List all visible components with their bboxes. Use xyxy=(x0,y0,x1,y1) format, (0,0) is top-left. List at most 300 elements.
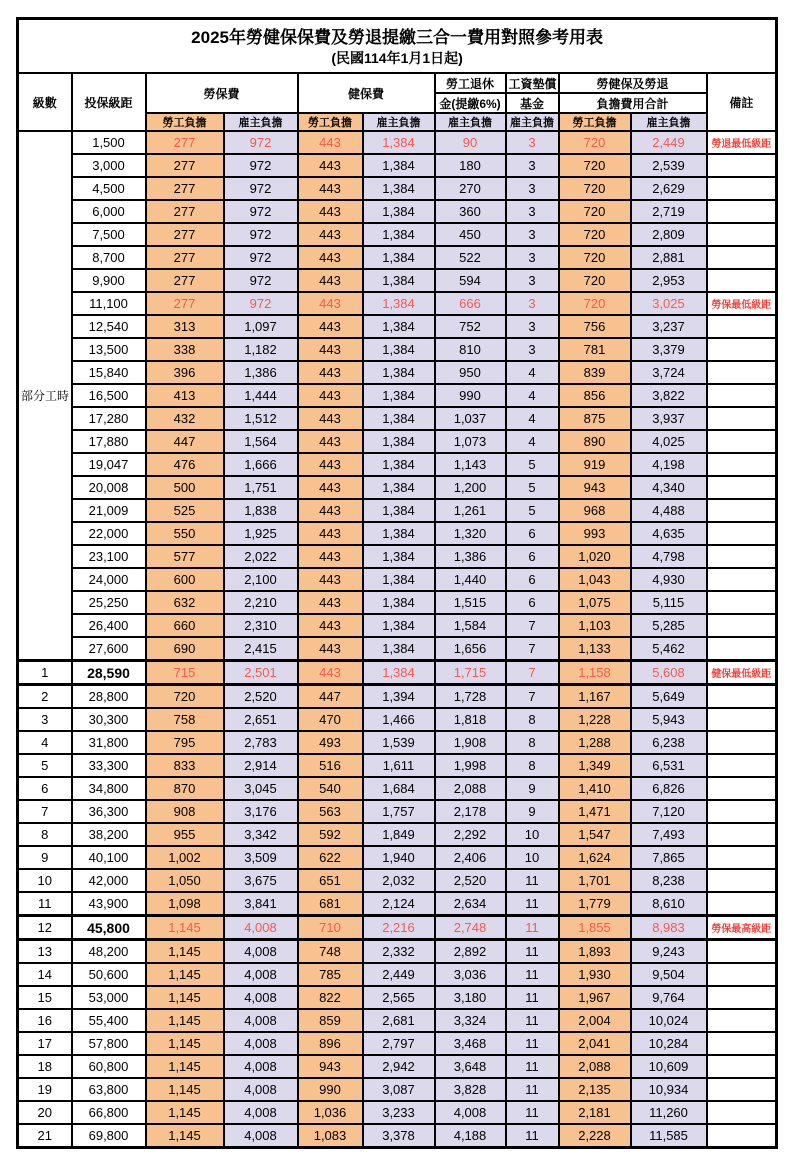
pension-employer-cell: 1,818 xyxy=(435,708,506,731)
bracket-cell: 55,400 xyxy=(72,1009,146,1032)
pension-employer-cell: 1,715 xyxy=(435,661,506,685)
remark-cell xyxy=(707,315,777,338)
wage-fund-employer-cell: 5 xyxy=(506,499,559,522)
remark-cell xyxy=(707,223,777,246)
total-employer-cell: 3,937 xyxy=(631,407,707,430)
labor-ins-employer-cell: 972 xyxy=(224,200,298,223)
total-employer-cell: 2,629 xyxy=(631,177,707,200)
col-header-pension-line2: 金(提繳6%) xyxy=(435,93,506,113)
labor-ins-employer-cell: 4,008 xyxy=(224,1124,298,1148)
wage-fund-employer-cell: 11 xyxy=(506,869,559,892)
total-employee-cell: 1,075 xyxy=(559,591,631,614)
grade-cell: 12 xyxy=(18,916,72,940)
pension-employer-cell: 2,892 xyxy=(435,940,506,964)
subheader-health-ins-employer: 雇主負擔 xyxy=(363,113,435,131)
total-employee-cell: 720 xyxy=(559,131,631,154)
labor-ins-employee-cell: 1,145 xyxy=(146,1124,224,1148)
health-ins-employee-cell: 443 xyxy=(298,361,363,384)
wage-fund-employer-cell: 6 xyxy=(506,522,559,545)
wage-fund-employer-cell: 9 xyxy=(506,800,559,823)
table-row xyxy=(18,591,777,614)
total-employee-cell: 1,288 xyxy=(559,731,631,754)
table-row xyxy=(18,200,777,223)
health-ins-employee-cell: 990 xyxy=(298,1078,363,1101)
health-ins-employer-cell: 1,384 xyxy=(363,453,435,476)
labor-ins-employee-cell: 690 xyxy=(146,637,224,661)
table-row xyxy=(18,430,777,453)
labor-ins-employee-cell: 1,098 xyxy=(146,892,224,916)
bracket-cell: 25,250 xyxy=(72,591,146,614)
health-ins-employee-cell: 443 xyxy=(298,338,363,361)
table-row xyxy=(18,568,777,591)
health-ins-employee-cell: 443 xyxy=(298,637,363,661)
pension-employer-cell: 1,261 xyxy=(435,499,506,522)
wage-fund-employer-cell: 3 xyxy=(506,315,559,338)
table-row xyxy=(18,986,777,1009)
total-employer-cell: 4,198 xyxy=(631,453,707,476)
wage-fund-employer-cell: 11 xyxy=(506,940,559,964)
wage-fund-employer-cell: 6 xyxy=(506,591,559,614)
wage-fund-employer-cell: 7 xyxy=(506,685,559,709)
bracket-cell: 23,100 xyxy=(72,545,146,568)
subheader-health-ins-employee: 勞工負擔 xyxy=(298,113,363,131)
bracket-cell: 4,500 xyxy=(72,177,146,200)
subheader-pension-employer: 雇主負擔 xyxy=(435,113,506,131)
bracket-cell: 38,200 xyxy=(72,823,146,846)
pension-employer-cell: 2,748 xyxy=(435,916,506,940)
total-employer-cell: 7,865 xyxy=(631,846,707,869)
wage-fund-employer-cell: 11 xyxy=(506,1078,559,1101)
health-ins-employee-cell: 563 xyxy=(298,800,363,823)
col-header-labor-insurance: 勞保費 xyxy=(146,73,298,113)
pension-employer-cell: 2,520 xyxy=(435,869,506,892)
pension-employer-cell: 1,998 xyxy=(435,754,506,777)
wage-fund-employer-cell: 3 xyxy=(506,131,559,154)
labor-ins-employer-cell: 1,751 xyxy=(224,476,298,499)
total-employer-cell: 3,025 xyxy=(631,292,707,315)
bracket-cell: 13,500 xyxy=(72,338,146,361)
grade-cell: 14 xyxy=(18,963,72,986)
labor-ins-employee-cell: 277 xyxy=(146,200,224,223)
pension-employer-cell: 810 xyxy=(435,338,506,361)
health-ins-employee-cell: 443 xyxy=(298,614,363,637)
grade-cell: 19 xyxy=(18,1078,72,1101)
pension-employer-cell: 4,188 xyxy=(435,1124,506,1148)
total-employer-cell: 8,983 xyxy=(631,916,707,940)
total-employee-cell: 968 xyxy=(559,499,631,522)
health-ins-employer-cell: 1,384 xyxy=(363,568,435,591)
page-subtitle: (民國114年1月1日起) xyxy=(331,50,463,67)
total-employer-cell: 5,285 xyxy=(631,614,707,637)
total-employer-cell: 5,943 xyxy=(631,708,707,731)
health-ins-employee-cell: 516 xyxy=(298,754,363,777)
wage-fund-employer-cell: 3 xyxy=(506,223,559,246)
wage-fund-employer-cell: 11 xyxy=(506,1009,559,1032)
health-ins-employer-cell: 1,384 xyxy=(363,545,435,568)
wage-fund-employer-cell: 11 xyxy=(506,963,559,986)
total-employee-cell: 839 xyxy=(559,361,631,384)
labor-ins-employer-cell: 3,045 xyxy=(224,777,298,800)
health-ins-employee-cell: 443 xyxy=(298,269,363,292)
bracket-cell: 34,800 xyxy=(72,777,146,800)
total-employer-cell: 2,449 xyxy=(631,131,707,154)
pension-employer-cell: 2,406 xyxy=(435,846,506,869)
wage-fund-employer-cell: 6 xyxy=(506,545,559,568)
total-employer-cell: 11,585 xyxy=(631,1124,707,1148)
total-employer-cell: 9,504 xyxy=(631,963,707,986)
labor-ins-employer-cell: 2,651 xyxy=(224,708,298,731)
labor-ins-employee-cell: 1,145 xyxy=(146,963,224,986)
health-ins-employee-cell: 443 xyxy=(298,453,363,476)
table-row xyxy=(18,154,777,177)
total-employer-cell: 5,115 xyxy=(631,591,707,614)
total-employer-cell: 4,025 xyxy=(631,430,707,453)
labor-ins-employer-cell: 1,666 xyxy=(224,453,298,476)
col-header-pension-line1: 勞工退休 xyxy=(435,73,506,93)
table-body xyxy=(18,131,777,1148)
labor-ins-employee-cell: 720 xyxy=(146,685,224,709)
table-row xyxy=(18,846,777,869)
health-ins-employer-cell: 1,940 xyxy=(363,846,435,869)
health-ins-employer-cell: 2,797 xyxy=(363,1032,435,1055)
pension-employer-cell: 3,036 xyxy=(435,963,506,986)
wage-fund-employer-cell: 4 xyxy=(506,430,559,453)
table-row xyxy=(18,1032,777,1055)
grade-cell: 17 xyxy=(18,1032,72,1055)
labor-ins-employer-cell: 1,386 xyxy=(224,361,298,384)
health-ins-employee-cell: 443 xyxy=(298,292,363,315)
pension-employer-cell: 90 xyxy=(435,131,506,154)
total-employee-cell: 720 xyxy=(559,200,631,223)
total-employee-cell: 720 xyxy=(559,154,631,177)
labor-ins-employer-cell: 972 xyxy=(224,177,298,200)
subheader-labor-ins-employer: 雇主負擔 xyxy=(224,113,298,131)
health-ins-employee-cell: 681 xyxy=(298,892,363,916)
bracket-cell: 28,800 xyxy=(72,685,146,709)
total-employee-cell: 875 xyxy=(559,407,631,430)
health-ins-employee-cell: 943 xyxy=(298,1055,363,1078)
labor-ins-employee-cell: 833 xyxy=(146,754,224,777)
table-row xyxy=(18,292,777,315)
col-header-total-line2: 負擔費用合計 xyxy=(559,93,707,113)
labor-ins-employer-cell: 4,008 xyxy=(224,916,298,940)
grade-cell: 4 xyxy=(18,731,72,754)
labor-ins-employer-cell: 2,415 xyxy=(224,637,298,661)
pension-employer-cell: 1,037 xyxy=(435,407,506,430)
bracket-cell: 43,900 xyxy=(72,892,146,916)
subheader-total-employee: 勞工負擔 xyxy=(559,113,631,131)
remark-cell xyxy=(707,940,777,964)
bracket-cell: 28,590 xyxy=(72,661,146,685)
health-ins-employer-cell: 1,539 xyxy=(363,731,435,754)
table-row xyxy=(18,754,777,777)
total-employee-cell: 756 xyxy=(559,315,631,338)
health-ins-employer-cell: 1,384 xyxy=(363,591,435,614)
labor-ins-employee-cell: 955 xyxy=(146,823,224,846)
health-ins-employee-cell: 710 xyxy=(298,916,363,940)
labor-ins-employer-cell: 4,008 xyxy=(224,1078,298,1101)
wage-fund-employer-cell: 7 xyxy=(506,637,559,661)
total-employer-cell: 3,237 xyxy=(631,315,707,338)
total-employer-cell: 3,822 xyxy=(631,384,707,407)
pension-employer-cell: 2,088 xyxy=(435,777,506,800)
wage-fund-employer-cell: 11 xyxy=(506,986,559,1009)
total-employee-cell: 1,855 xyxy=(559,916,631,940)
total-employer-cell: 3,724 xyxy=(631,361,707,384)
health-ins-employee-cell: 622 xyxy=(298,846,363,869)
remark-cell xyxy=(707,591,777,614)
bracket-cell: 17,880 xyxy=(72,430,146,453)
labor-ins-employer-cell: 1,097 xyxy=(224,315,298,338)
pension-employer-cell: 3,324 xyxy=(435,1009,506,1032)
labor-ins-employer-cell: 4,008 xyxy=(224,1101,298,1124)
total-employer-cell: 10,284 xyxy=(631,1032,707,1055)
wage-fund-employer-cell: 5 xyxy=(506,476,559,499)
total-employee-cell: 1,930 xyxy=(559,963,631,986)
health-ins-employee-cell: 470 xyxy=(298,708,363,731)
bracket-cell: 26,400 xyxy=(72,614,146,637)
total-employer-cell: 10,934 xyxy=(631,1078,707,1101)
col-header-total-line1: 勞健保及勞退 xyxy=(559,73,707,93)
bracket-cell: 22,000 xyxy=(72,522,146,545)
pension-employer-cell: 2,634 xyxy=(435,892,506,916)
labor-ins-employee-cell: 577 xyxy=(146,545,224,568)
health-ins-employer-cell: 1,384 xyxy=(363,338,435,361)
table-row xyxy=(18,892,777,916)
health-ins-employee-cell: 443 xyxy=(298,591,363,614)
health-ins-employee-cell: 443 xyxy=(298,545,363,568)
total-employee-cell: 1,624 xyxy=(559,846,631,869)
wage-fund-employer-cell: 3 xyxy=(506,246,559,269)
total-employee-cell: 2,135 xyxy=(559,1078,631,1101)
health-ins-employer-cell: 1,384 xyxy=(363,246,435,269)
pension-employer-cell: 1,584 xyxy=(435,614,506,637)
table-row xyxy=(18,499,777,522)
total-employee-cell: 1,701 xyxy=(559,869,631,892)
health-ins-employer-cell: 2,681 xyxy=(363,1009,435,1032)
total-employer-cell: 2,953 xyxy=(631,269,707,292)
col-header-remark: 備註 xyxy=(707,73,777,131)
wage-fund-employer-cell: 8 xyxy=(506,754,559,777)
labor-ins-employer-cell: 2,100 xyxy=(224,568,298,591)
table-row xyxy=(18,361,777,384)
labor-ins-employer-cell: 4,008 xyxy=(224,1055,298,1078)
labor-ins-employer-cell: 2,520 xyxy=(224,685,298,709)
health-ins-employer-cell: 1,757 xyxy=(363,800,435,823)
health-ins-employer-cell: 2,449 xyxy=(363,963,435,986)
pension-employer-cell: 4,008 xyxy=(435,1101,506,1124)
bracket-cell: 16,500 xyxy=(72,384,146,407)
labor-ins-employee-cell: 338 xyxy=(146,338,224,361)
wage-fund-employer-cell: 7 xyxy=(506,614,559,637)
labor-ins-employee-cell: 500 xyxy=(146,476,224,499)
table-row xyxy=(18,916,777,940)
total-employee-cell: 1,779 xyxy=(559,892,631,916)
title-block xyxy=(18,19,777,74)
subheader-total-employer: 雇主負擔 xyxy=(631,113,707,131)
total-employer-cell: 10,609 xyxy=(631,1055,707,1078)
bracket-cell: 27,600 xyxy=(72,637,146,661)
total-employee-cell: 720 xyxy=(559,177,631,200)
remark-cell: 勞保最低級距 xyxy=(707,292,777,315)
total-employee-cell: 2,181 xyxy=(559,1101,631,1124)
health-ins-employee-cell: 859 xyxy=(298,1009,363,1032)
wage-fund-employer-cell: 11 xyxy=(506,892,559,916)
labor-ins-employee-cell: 313 xyxy=(146,315,224,338)
remark-cell xyxy=(707,269,777,292)
health-ins-employer-cell: 1,384 xyxy=(363,269,435,292)
health-ins-employer-cell: 1,384 xyxy=(363,661,435,685)
labor-ins-employer-cell: 4,008 xyxy=(224,940,298,964)
bracket-cell: 53,000 xyxy=(72,986,146,1009)
col-header-wage-fund-line2: 基金 xyxy=(506,93,559,113)
total-employee-cell: 2,004 xyxy=(559,1009,631,1032)
health-ins-employee-cell: 443 xyxy=(298,522,363,545)
labor-ins-employer-cell: 4,008 xyxy=(224,1009,298,1032)
health-ins-employee-cell: 443 xyxy=(298,499,363,522)
pension-employer-cell: 522 xyxy=(435,246,506,269)
pension-employer-cell: 270 xyxy=(435,177,506,200)
health-ins-employer-cell: 1,384 xyxy=(363,223,435,246)
health-ins-employee-cell: 443 xyxy=(298,154,363,177)
health-ins-employer-cell: 3,378 xyxy=(363,1124,435,1148)
bracket-cell: 33,300 xyxy=(72,754,146,777)
health-ins-employer-cell: 1,384 xyxy=(363,614,435,637)
table-row xyxy=(18,661,777,685)
health-ins-employee-cell: 1,083 xyxy=(298,1124,363,1148)
labor-ins-employee-cell: 1,145 xyxy=(146,916,224,940)
total-employer-cell: 5,649 xyxy=(631,685,707,709)
pension-employer-cell: 3,180 xyxy=(435,986,506,1009)
labor-ins-employer-cell: 2,210 xyxy=(224,591,298,614)
grade-cell: 8 xyxy=(18,823,72,846)
health-ins-employer-cell: 1,384 xyxy=(363,476,435,499)
page-title: 2025年勞健保保費及勞退提繳三合一費用對照參考用表 xyxy=(191,27,603,47)
bracket-cell: 7,500 xyxy=(72,223,146,246)
remark-cell xyxy=(707,568,777,591)
health-ins-employee-cell: 443 xyxy=(298,568,363,591)
labor-ins-employee-cell: 277 xyxy=(146,131,224,154)
labor-ins-employee-cell: 396 xyxy=(146,361,224,384)
wage-fund-employer-cell: 10 xyxy=(506,823,559,846)
table-row xyxy=(18,384,777,407)
health-ins-employee-cell: 443 xyxy=(298,246,363,269)
labor-ins-employee-cell: 758 xyxy=(146,708,224,731)
health-ins-employer-cell: 1,384 xyxy=(363,637,435,661)
labor-ins-employee-cell: 715 xyxy=(146,661,224,685)
health-ins-employee-cell: 896 xyxy=(298,1032,363,1055)
total-employee-cell: 1,158 xyxy=(559,661,631,685)
total-employer-cell: 5,462 xyxy=(631,637,707,661)
bracket-cell: 63,800 xyxy=(72,1078,146,1101)
labor-ins-employee-cell: 1,145 xyxy=(146,1055,224,1078)
col-header-health-insurance: 健保費 xyxy=(298,73,435,113)
bracket-cell: 12,540 xyxy=(72,315,146,338)
part-time-merged-cell: 部分工時 xyxy=(18,131,72,661)
remark-cell xyxy=(707,614,777,637)
health-ins-employee-cell: 447 xyxy=(298,685,363,709)
total-employee-cell: 1,228 xyxy=(559,708,631,731)
grade-cell: 20 xyxy=(18,1101,72,1124)
total-employee-cell: 1,410 xyxy=(559,777,631,800)
remark-cell xyxy=(707,846,777,869)
labor-ins-employee-cell: 277 xyxy=(146,292,224,315)
total-employee-cell: 1,133 xyxy=(559,637,631,661)
bracket-cell: 15,840 xyxy=(72,361,146,384)
remark-cell xyxy=(707,545,777,568)
pension-employer-cell: 1,515 xyxy=(435,591,506,614)
wage-fund-employer-cell: 3 xyxy=(506,338,559,361)
wage-fund-employer-cell: 9 xyxy=(506,777,559,800)
health-ins-employer-cell: 1,384 xyxy=(363,499,435,522)
total-employer-cell: 7,493 xyxy=(631,823,707,846)
labor-ins-employee-cell: 1,145 xyxy=(146,986,224,1009)
wage-fund-employer-cell: 3 xyxy=(506,269,559,292)
labor-ins-employer-cell: 2,783 xyxy=(224,731,298,754)
health-ins-employer-cell: 1,384 xyxy=(363,361,435,384)
labor-ins-employer-cell: 972 xyxy=(224,223,298,246)
pension-employer-cell: 990 xyxy=(435,384,506,407)
pension-employer-cell: 2,178 xyxy=(435,800,506,823)
table-row xyxy=(18,177,777,200)
health-ins-employer-cell: 1,384 xyxy=(363,177,435,200)
remark-cell xyxy=(707,1078,777,1101)
table-row xyxy=(18,869,777,892)
table-row xyxy=(18,246,777,269)
grade-cell: 21 xyxy=(18,1124,72,1148)
wage-fund-employer-cell: 7 xyxy=(506,661,559,685)
health-ins-employee-cell: 822 xyxy=(298,986,363,1009)
health-ins-employee-cell: 443 xyxy=(298,407,363,430)
labor-ins-employer-cell: 972 xyxy=(224,131,298,154)
total-employer-cell: 4,635 xyxy=(631,522,707,545)
wage-fund-employer-cell: 6 xyxy=(506,568,559,591)
health-ins-employee-cell: 785 xyxy=(298,963,363,986)
bracket-cell: 1,500 xyxy=(72,131,146,154)
col-header-wage-fund-line1: 工資墊償 xyxy=(506,73,559,93)
table-row xyxy=(18,522,777,545)
header-row-groups-1 xyxy=(18,73,777,93)
grade-cell: 7 xyxy=(18,800,72,823)
health-ins-employer-cell: 1,384 xyxy=(363,384,435,407)
pension-employer-cell: 1,908 xyxy=(435,731,506,754)
labor-ins-employer-cell: 2,501 xyxy=(224,661,298,685)
wage-fund-employer-cell: 10 xyxy=(506,846,559,869)
pension-employer-cell: 1,440 xyxy=(435,568,506,591)
remark-cell xyxy=(707,800,777,823)
grade-cell: 2 xyxy=(18,685,72,709)
table-row xyxy=(18,708,777,731)
total-employer-cell: 5,608 xyxy=(631,661,707,685)
remark-cell xyxy=(707,637,777,661)
labor-ins-employee-cell: 870 xyxy=(146,777,224,800)
pension-employer-cell: 1,073 xyxy=(435,430,506,453)
remark-cell xyxy=(707,384,777,407)
labor-ins-employer-cell: 3,176 xyxy=(224,800,298,823)
labor-ins-employee-cell: 277 xyxy=(146,246,224,269)
bracket-cell: 57,800 xyxy=(72,1032,146,1055)
health-ins-employer-cell: 1,384 xyxy=(363,131,435,154)
health-ins-employer-cell: 1,384 xyxy=(363,430,435,453)
table-row xyxy=(18,823,777,846)
table-row xyxy=(18,453,777,476)
total-employee-cell: 943 xyxy=(559,476,631,499)
total-employer-cell: 4,488 xyxy=(631,499,707,522)
wage-fund-employer-cell: 3 xyxy=(506,292,559,315)
grade-cell: 9 xyxy=(18,846,72,869)
bracket-cell: 50,600 xyxy=(72,963,146,986)
subheader-wage-fund-employer: 雇主負擔 xyxy=(506,113,559,131)
